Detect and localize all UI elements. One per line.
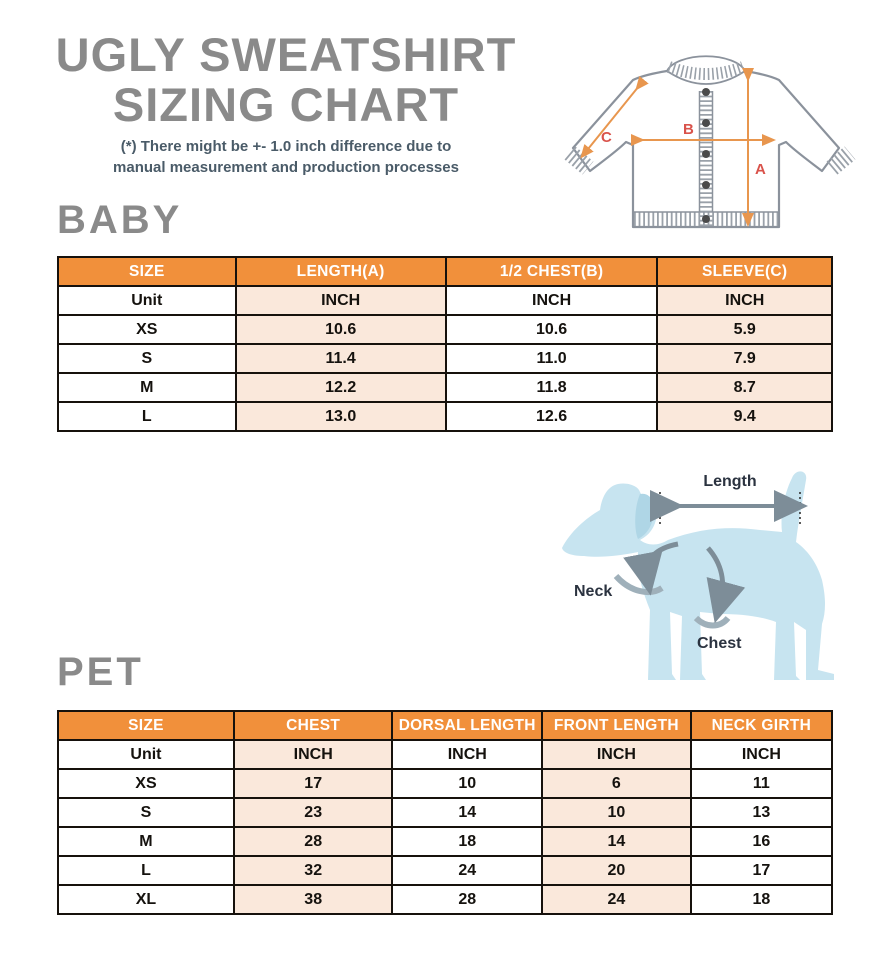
table-row [58, 827, 832, 856]
table-row [58, 344, 832, 373]
header-row [58, 257, 832, 286]
table-cell: L [58, 402, 236, 431]
title-block [38, 30, 534, 178]
table-cell: XS [58, 769, 234, 798]
table-cell: 32 [234, 856, 393, 885]
table-cell: 7.9 [657, 344, 832, 373]
sweater-illustration [543, 45, 883, 240]
disclaimer-line1: (*) There might be +- 1.0 inch difference due to [120, 137, 452, 155]
table-cell: 14 [542, 827, 691, 856]
table-cell: 28 [392, 885, 542, 914]
dog-illustration [550, 460, 882, 692]
pet-size-table [57, 710, 833, 915]
table-cell: Unit [58, 740, 234, 769]
table-cell: S [58, 344, 236, 373]
table-cell: 10 [542, 798, 691, 827]
table-cell: 13 [691, 798, 832, 827]
table-row [58, 856, 832, 885]
measure-c-label: C [601, 129, 612, 146]
table-cell: 11.8 [446, 373, 658, 402]
table-row [58, 373, 832, 402]
pet-section-heading: PET [57, 650, 144, 694]
measure-a-label: A [755, 161, 766, 178]
table-cell: 10.6 [236, 315, 446, 344]
table-cell: 38 [234, 885, 393, 914]
table-cell: 10 [392, 769, 542, 798]
table-cell: 12.2 [236, 373, 446, 402]
table-cell: 16 [691, 827, 832, 856]
table-row [58, 798, 832, 827]
chest-strap [696, 618, 728, 626]
measure-b-label: B [683, 121, 694, 138]
column-header: CHEST [234, 711, 393, 740]
table-cell: 24 [392, 856, 542, 885]
baby-sweater-diagram [543, 45, 883, 240]
neck-label: Neck [574, 583, 613, 600]
page-title-line2: SIZING CHART [112, 77, 460, 131]
table-row [58, 315, 832, 344]
chest-label: Chest [697, 635, 742, 652]
table-cell: 20 [542, 856, 691, 885]
table-cell: INCH [392, 740, 542, 769]
disclaimer-line2: manual measurement and production processes [113, 158, 459, 176]
table-cell: INCH [236, 286, 446, 315]
right-cuff-ribbing [832, 153, 850, 168]
table-cell: S [58, 798, 234, 827]
table-row [58, 769, 832, 798]
table-cell: 5.9 [657, 315, 832, 344]
table-row [58, 402, 832, 431]
table-cell: 11.0 [446, 344, 658, 373]
header-row [58, 711, 832, 740]
table-cell: M [58, 373, 236, 402]
table-cell: INCH [542, 740, 691, 769]
table-cell: 6 [542, 769, 691, 798]
table-cell: 13.0 [236, 402, 446, 431]
table-cell: XS [58, 315, 236, 344]
table-cell: INCH [657, 286, 832, 315]
baby-size-table [57, 256, 833, 432]
table-cell: XL [58, 885, 234, 914]
table-cell: 8.7 [657, 373, 832, 402]
table-cell: 11.4 [236, 344, 446, 373]
disclaimer-text [38, 136, 534, 178]
column-header: FRONT LENGTH [542, 711, 691, 740]
column-header: SIZE [58, 711, 234, 740]
table-cell: INCH [446, 286, 658, 315]
table-row [58, 885, 832, 914]
table-cell: 18 [392, 827, 542, 856]
column-header: LENGTH(A) [236, 257, 446, 286]
pet-dog-diagram [550, 460, 882, 692]
table-cell: 10.6 [446, 315, 658, 344]
table-row [58, 740, 832, 769]
table-cell: L [58, 856, 234, 885]
column-header: DORSAL LENGTH [392, 711, 542, 740]
table-cell: INCH [234, 740, 393, 769]
table-cell: 28 [234, 827, 393, 856]
table-cell: 11 [691, 769, 832, 798]
length-label: Length [703, 473, 757, 490]
page-title-line1: UGLY SWEATSHIRT [55, 28, 517, 81]
table-cell: 17 [234, 769, 393, 798]
table-row [58, 286, 832, 315]
table-cell: 12.6 [446, 402, 658, 431]
table-cell: INCH [691, 740, 832, 769]
column-header: SLEEVE(C) [657, 257, 832, 286]
column-header: NECK GIRTH [691, 711, 832, 740]
table-cell: 14 [392, 798, 542, 827]
dog-ear [635, 494, 654, 539]
table-cell: 23 [234, 798, 393, 827]
table-cell: 24 [542, 885, 691, 914]
column-header: SIZE [58, 257, 236, 286]
table-cell: 9.4 [657, 402, 832, 431]
table-cell: 18 [691, 885, 832, 914]
column-header: 1/2 CHEST(B) [446, 257, 658, 286]
baby-section-heading: BABY [57, 198, 183, 242]
table-cell: 17 [691, 856, 832, 885]
table-cell: M [58, 827, 234, 856]
table-cell: Unit [58, 286, 236, 315]
